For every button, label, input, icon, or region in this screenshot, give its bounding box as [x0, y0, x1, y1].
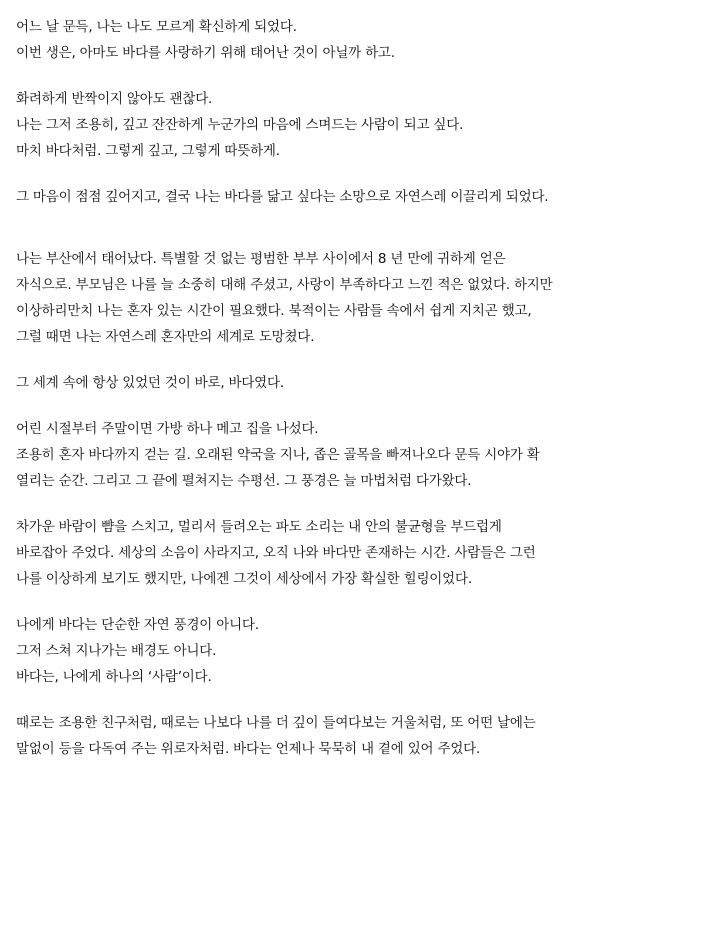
text-line: 열리는 순간. 그리고 그 끝에 펼쳐지는 수평선. 그 풍경은 늘 마법처럼 다가왔다.	[16, 473, 472, 489]
text-line: 바다는, 나에게 하나의 ‘사람’이다.	[16, 669, 212, 685]
text-line: 나를 이상하게 보기도 했지만, 나에겐 그것이 세상에서 가장 확실한 힐링이었다.	[16, 571, 472, 587]
text-line: 어느 날 문득, 나는 나도 모르게 확신하게 되었다.	[16, 19, 297, 35]
text-line: 그 세계 속에 항상 있었던 것이 바로, 바다였다.	[16, 375, 284, 391]
text-line: 바로잡아 주었다. 세상의 소음이 사라지고, 오직 나와 바다만 존재하는 시간. 사람들은 그런	[16, 545, 536, 561]
paragraph-7	[16, 514, 700, 592]
paragraph-3	[16, 184, 700, 210]
text-line: 이상하리만치 나는 혼자 있는 시간이 필요했다. 북적이는 사람들 속에서 쉽게 지치곤 했고,	[16, 303, 532, 319]
paragraph-8	[16, 612, 700, 690]
text-line: 때로는 조용한 친구처럼, 때로는 나보다 나를 더 깊이 들여다보는 거울처럼, 또 어떤 날에는	[16, 715, 536, 731]
text-line: 이번 생은, 아마도 바다를 사랑하기 위해 태어난 것이 아닐까 하고.	[16, 45, 395, 61]
paragraph-5	[16, 370, 700, 396]
text-line: 마치 바다처럼. 그렇게 깊고, 그렇게 따뜻하게.	[16, 143, 280, 159]
text-line: 그 마음이 점점 깊어지고, 결국 나는 바다를 닮고 싶다는 소망으로 자연스레 이끌리게 되었다.	[16, 189, 549, 205]
paragraph-4	[16, 246, 700, 350]
paragraph-9	[16, 710, 700, 762]
text-line: 조용히 혼자 바다까지 걷는 길. 오래된 약국을 지나, 좁은 골목을 빠져나오다 문득 시야가 확	[16, 447, 540, 463]
paragraph-1	[16, 14, 700, 66]
text-line: 그럴 때면 나는 자연스레 혼자만의 세계로 도망쳤다.	[16, 329, 315, 345]
text-line: 나는 부산에서 태어났다. 특별할 것 없는 평범한 부부 사이에서 8 년 만에 귀하게 얻은	[16, 251, 506, 267]
text-line: 차가운 바람이 뺨을 스치고, 멀리서 들려오는 파도 소리는 내 안의 불균형을 부드럽게	[16, 519, 502, 535]
text-line: 어린 시절부터 주말이면 가방 하나 메고 집을 나섰다.	[16, 421, 319, 437]
paragraph-6	[16, 416, 700, 494]
text-line: 그저 스쳐 지나가는 배경도 아니다.	[16, 643, 217, 659]
text-line: 나에게 바다는 단순한 자연 풍경이 아니다.	[16, 617, 259, 633]
text-line: 나는 그저 조용히, 깊고 잔잔하게 누군가의 마음에 스며드는 사람이 되고 싶다.	[16, 117, 464, 133]
paragraph-2	[16, 86, 700, 164]
text-line: 자식으로. 부모님은 나를 늘 소중히 대해 주셨고, 사랑이 부족하다고 느낀 적은 없었다. 하지만	[16, 277, 553, 293]
text-line: 말없이 등을 다독여 주는 위로자처럼. 바다는 언제나 묵묵히 내 곁에 있어 주었다.	[16, 741, 481, 757]
text-line: 화려하게 반짝이지 않아도 괜찮다.	[16, 91, 213, 107]
